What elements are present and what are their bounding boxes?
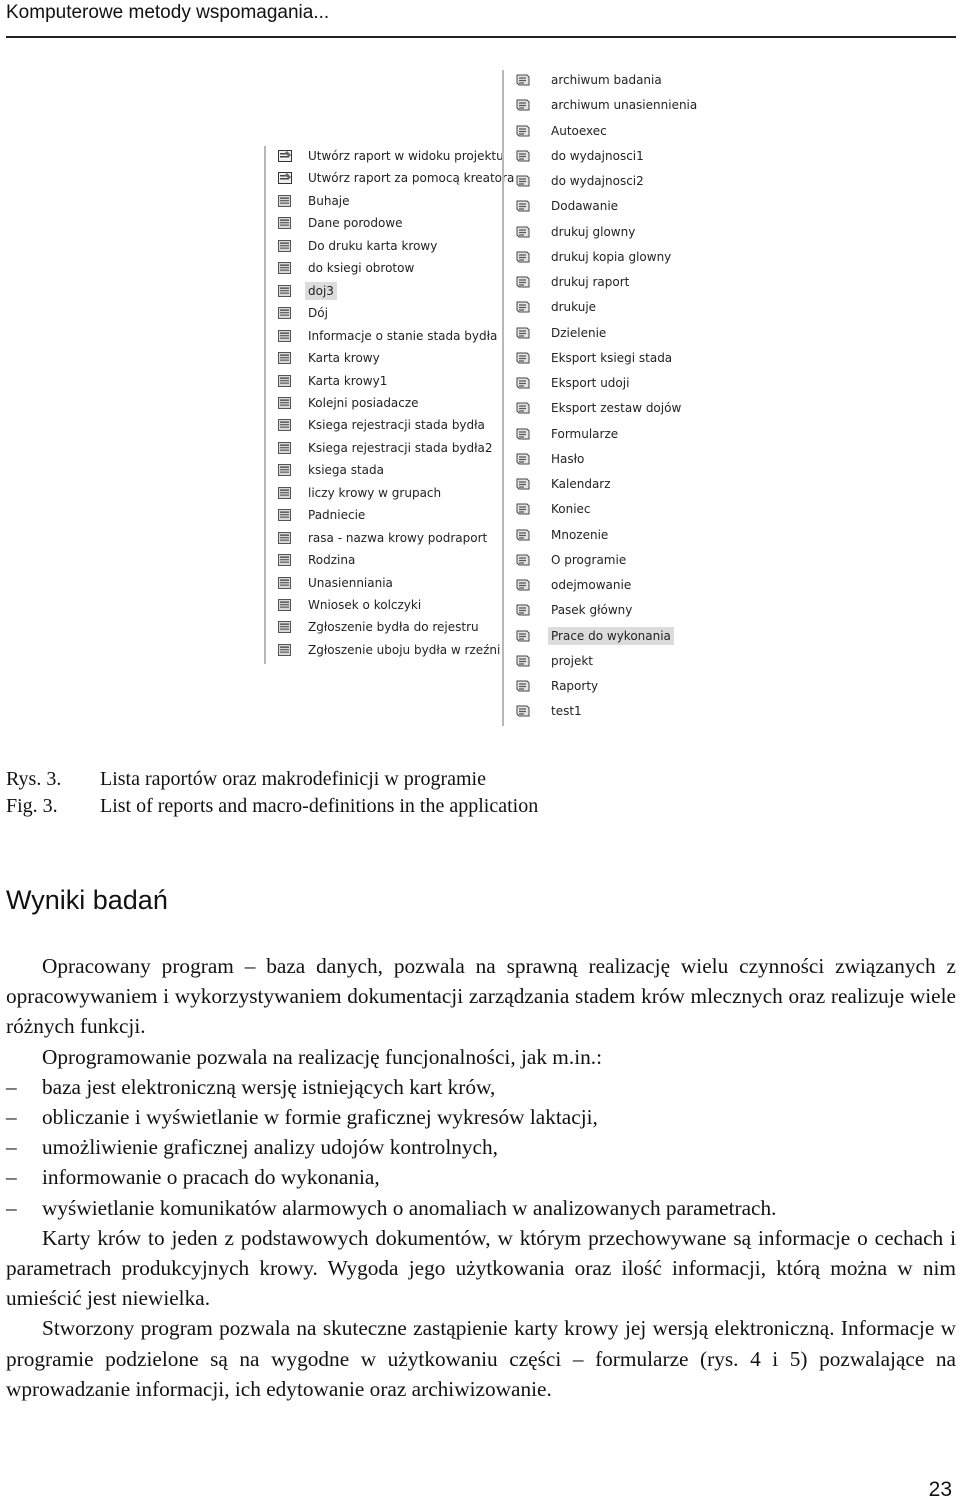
macro-icon xyxy=(516,125,530,137)
macro-icon xyxy=(516,579,530,591)
macro-icon xyxy=(516,453,530,465)
report-icon xyxy=(278,307,292,319)
macro-icon xyxy=(516,352,530,364)
running-header xyxy=(6,0,956,38)
macro-list-item[interactable] xyxy=(516,247,694,267)
report-list-item[interactable] xyxy=(278,460,506,480)
macro-list-item-label: projekt xyxy=(551,653,593,668)
report-list-item[interactable] xyxy=(278,438,506,458)
bullet-text: umożliwienie graficznej analizy udojów kontrolnych, xyxy=(42,1135,498,1160)
report-list-item-label: Rodzina xyxy=(308,553,356,568)
macro-list-item-label: test1 xyxy=(551,704,582,719)
macro-list-item-label: Raporty xyxy=(551,679,599,693)
macro-list-item[interactable] xyxy=(516,272,694,292)
macro-icon xyxy=(516,630,530,642)
macro-list-item-label: Eksport udoji xyxy=(551,376,630,390)
macro-icon xyxy=(516,175,530,187)
report-icon xyxy=(278,621,292,633)
bullet-item xyxy=(6,1162,956,1192)
macro-list-item[interactable] xyxy=(516,222,694,242)
bullet-dash: – xyxy=(6,1195,17,1220)
macro-list-item[interactable] xyxy=(516,676,694,696)
macro-icon xyxy=(516,377,530,389)
macro-icon xyxy=(516,529,530,541)
bullet-dash: – xyxy=(6,1165,17,1190)
macro-icon xyxy=(516,503,530,515)
macro-list-item-label: do wydajnosci1 xyxy=(551,148,644,163)
report-icon xyxy=(278,577,292,589)
paragraph-2: Oprogramowanie pozwala na realizację funcjonalności, jak m.in.: xyxy=(42,1044,602,1069)
report-list-item-label: liczy krowy w grupach xyxy=(308,485,442,500)
figure-caption-pl-text: Lista raportów oraz makrodefinicji w programie xyxy=(100,768,486,790)
macro-list-item[interactable] xyxy=(516,575,694,595)
bullet-item xyxy=(6,1193,956,1223)
report-list-item-label: Do druku karta krowy xyxy=(308,238,438,253)
report-list-item-label: Padniecie xyxy=(308,508,366,523)
macros-list-panel xyxy=(502,70,698,726)
report-icon xyxy=(278,554,292,566)
paragraph-1: Opracowany program – baza danych, pozwala na sprawną realizację wielu czynności związanych z opracowywaniem i wykorzystywaniem dokumentacji zarządzania stadem krów mlecznych oraz realizuje wiele różnych funkcji. xyxy=(6,954,956,1039)
macro-list-item[interactable] xyxy=(516,70,694,90)
paragraph-4: Stworzony program pozwala na skuteczne zastąpienie karty krowy jej wersją elektroniczną. Informacje w programie podzielone są na wygodne w użytkowaniu części – formularze (rys. 4 i 5) pozwalające na wprowadzanie informacji, ich edytowanie oraz archiwizowanie. xyxy=(6,1316,956,1401)
macro-icon xyxy=(516,226,530,238)
macro-list-item[interactable] xyxy=(516,373,694,393)
report-list-item-label: Buhaje xyxy=(308,193,350,208)
report-list-item[interactable] xyxy=(278,258,506,278)
report-list-item[interactable] xyxy=(278,236,506,256)
macro-list-item-label: archiwum badania xyxy=(551,73,662,87)
macro-list-item[interactable] xyxy=(516,146,694,166)
report-icon xyxy=(278,262,292,274)
macro-list-item-label: Kalendarz xyxy=(551,477,611,491)
figure-caption-en-text: List of reports and macro-definitions in the application xyxy=(100,795,539,817)
macro-list-item-label: O programie xyxy=(551,552,627,567)
macro-icon xyxy=(516,402,530,414)
macro-icon xyxy=(516,150,530,162)
report-list-item-label: Dój xyxy=(308,306,328,321)
report-list-item-label: Zgłoszenie uboju bydła w rzeźni xyxy=(308,642,501,657)
macro-list-item[interactable] xyxy=(516,449,694,469)
macro-list-item[interactable] xyxy=(516,550,694,570)
report-list-item[interactable] xyxy=(278,393,506,413)
report-list-item[interactable] xyxy=(278,303,506,323)
macro-icon xyxy=(516,327,530,339)
report-list-item-label: Karta krowy xyxy=(308,351,380,366)
macro-icon xyxy=(516,251,530,263)
report-list-item-label: Unasienniania xyxy=(308,575,393,590)
bullet-dash: – xyxy=(6,1074,17,1099)
macro-list-item-label: do wydajnosci2 xyxy=(551,174,644,188)
macro-list-item-label: Formularze xyxy=(551,426,619,441)
report-list-item[interactable] xyxy=(278,146,506,166)
macro-list-item[interactable] xyxy=(516,171,694,191)
macro-list-item[interactable] xyxy=(516,196,694,216)
report-list-item[interactable] xyxy=(278,595,506,615)
report-list-item-label: Wniosek o kolczyki xyxy=(308,598,422,612)
report-list-item-label: Karta krowy1 xyxy=(308,373,388,388)
report-list-item[interactable] xyxy=(278,326,506,346)
report-icon xyxy=(278,442,292,454)
macro-icon xyxy=(516,655,530,667)
macro-list-item[interactable] xyxy=(516,651,694,671)
report-list-item[interactable] xyxy=(278,191,506,211)
design-wizard-icon xyxy=(278,172,292,184)
report-list-item-label: Zgłoszenie bydła do rejestru xyxy=(308,620,479,635)
macro-icon xyxy=(516,99,530,111)
report-icon xyxy=(278,285,292,297)
macro-list-item-label: drukuj raport xyxy=(551,275,630,289)
report-list-item-label: do ksiegi obrotow xyxy=(308,261,415,276)
macro-list-item-label: Eksport ksiegi stada xyxy=(551,350,673,365)
report-list-item-label: Utwórz raport za pomocą kreatora xyxy=(308,171,515,186)
report-icon xyxy=(278,195,292,207)
macro-icon xyxy=(516,554,530,566)
report-list-item[interactable] xyxy=(278,528,506,548)
bullet-item xyxy=(6,1102,956,1132)
report-icon xyxy=(278,330,292,342)
macro-list-item[interactable] xyxy=(516,121,694,141)
macro-list-item-label: Prace do wykonania xyxy=(548,627,674,645)
macro-list-item-label: drukuj kopia glowny xyxy=(551,249,672,264)
report-list-item[interactable] xyxy=(278,213,506,233)
macro-list-item[interactable] xyxy=(516,626,694,646)
report-list-item[interactable] xyxy=(278,640,506,660)
report-list-item[interactable] xyxy=(278,573,506,593)
macro-list-item[interactable] xyxy=(516,348,694,368)
macro-list-item-label: Dodawanie xyxy=(551,199,619,214)
report-list-item[interactable] xyxy=(278,550,506,570)
macro-list-item[interactable] xyxy=(516,323,694,343)
report-list-item[interactable] xyxy=(278,483,506,503)
macro-icon xyxy=(516,604,530,616)
report-list-item[interactable] xyxy=(278,371,506,391)
macro-list-item-label: Hasło xyxy=(551,451,585,466)
section-title: Wyniki badań xyxy=(6,885,168,915)
report-list-item[interactable] xyxy=(278,617,506,637)
running-title: Komputerowe metody wspomagania... xyxy=(6,2,330,23)
report-icon xyxy=(278,532,292,544)
report-list-item-label: Utwórz raport w widoku projektu xyxy=(308,149,504,163)
bullet-list xyxy=(6,1072,956,1223)
macro-list-item[interactable] xyxy=(516,95,698,115)
macro-list-item-label: drukuje xyxy=(551,300,597,315)
report-icon xyxy=(278,464,292,476)
report-list-item-label: ksiega stada xyxy=(308,463,384,478)
figure-caption-pl-label: Rys. 3. xyxy=(6,768,62,790)
report-list-item-label: doj3 xyxy=(305,282,337,300)
figure-caption-en-label: Fig. 3. xyxy=(6,795,58,817)
report-icon xyxy=(278,375,292,387)
bullet-text: informowanie o pracach do wykonania, xyxy=(42,1165,380,1190)
macro-list-item-label: Mnozenie xyxy=(551,527,609,542)
macro-list-item-label: Pasek główny xyxy=(551,603,633,618)
macro-list-item-label: Autoexec xyxy=(551,123,607,138)
macro-icon xyxy=(516,680,530,692)
report-icon xyxy=(278,599,292,611)
bullet-item xyxy=(6,1132,956,1162)
report-list-item[interactable] xyxy=(278,168,515,188)
macro-icon xyxy=(516,478,530,490)
macro-list-item-label: drukuj glowny xyxy=(551,224,636,239)
macro-icon xyxy=(516,301,530,313)
bullet-text: obliczanie i wyświetlanie w formie graficznej wykresów laktacji, xyxy=(42,1105,598,1130)
paragraph-3: Karty krów to jeden z podstawowych dokumentów, w którym przechowywane są informacje o cechach i parametrach produkcyjnych krowy. Wygoda jego użytkowania oraz ilość informacji, którą można w nim umieścić jest niewielka. xyxy=(6,1225,956,1311)
page-number: 23 xyxy=(928,1478,952,1501)
report-icon xyxy=(278,509,292,521)
bullet-text: wyświetlanie komunikatów alarmowych o anomaliach w analizowanych parametrach. xyxy=(42,1195,777,1220)
macro-list-item[interactable] xyxy=(516,499,694,519)
macro-list-item[interactable] xyxy=(516,701,694,721)
section-body xyxy=(6,951,956,1404)
macro-icon xyxy=(516,74,530,86)
macro-icon xyxy=(516,428,530,440)
report-icon xyxy=(278,240,292,252)
macro-icon xyxy=(516,276,530,288)
design-wizard-icon xyxy=(278,150,292,162)
bullet-item xyxy=(6,1072,956,1102)
report-list-item-label: rasa - nazwa krowy podraport xyxy=(308,530,488,545)
macro-list-item[interactable] xyxy=(516,424,694,444)
macro-list-item-label: archiwum unasiennienia xyxy=(551,98,698,113)
macro-icon xyxy=(516,200,530,212)
report-icon xyxy=(278,352,292,364)
report-list-item-label: Ksiega rejestracji stada bydła2 xyxy=(308,440,493,455)
report-icon xyxy=(278,644,292,656)
reports-list-panel xyxy=(264,146,515,664)
macro-list-item-label: odejmowanie xyxy=(551,578,632,592)
macro-list-item[interactable] xyxy=(516,297,694,317)
report-list-item-label: Kolejni posiadacze xyxy=(308,395,419,410)
macro-icon xyxy=(516,705,530,717)
report-list-item-label: Dane porodowe xyxy=(308,216,403,231)
report-list-item[interactable] xyxy=(278,415,506,435)
report-icon xyxy=(278,397,292,409)
macro-list-item[interactable] xyxy=(516,398,694,418)
macro-list-item-label: Eksport zestaw dojów xyxy=(551,401,682,416)
report-icon xyxy=(278,487,292,499)
report-list-item[interactable] xyxy=(278,281,506,301)
report-icon xyxy=(278,217,292,229)
report-icon xyxy=(278,419,292,431)
bullet-dash: – xyxy=(6,1135,17,1160)
macro-list-item[interactable] xyxy=(516,525,694,545)
report-list-item[interactable] xyxy=(278,348,506,368)
macro-list-item-label: Koniec xyxy=(551,502,591,517)
macro-list-item-label: Dzielenie xyxy=(551,325,607,340)
report-list-item-label: Ksiega rejestracji stada bydła xyxy=(308,418,485,433)
report-list-item[interactable] xyxy=(278,505,506,525)
bullet-text: baza jest elektroniczną wersję istniejących kart krów, xyxy=(42,1074,496,1099)
bullet-dash: – xyxy=(6,1105,17,1130)
macro-list-item[interactable] xyxy=(516,474,694,494)
macro-list-item[interactable] xyxy=(516,600,694,620)
report-list-item-label: Informacje o stanie stada bydła xyxy=(308,328,498,343)
